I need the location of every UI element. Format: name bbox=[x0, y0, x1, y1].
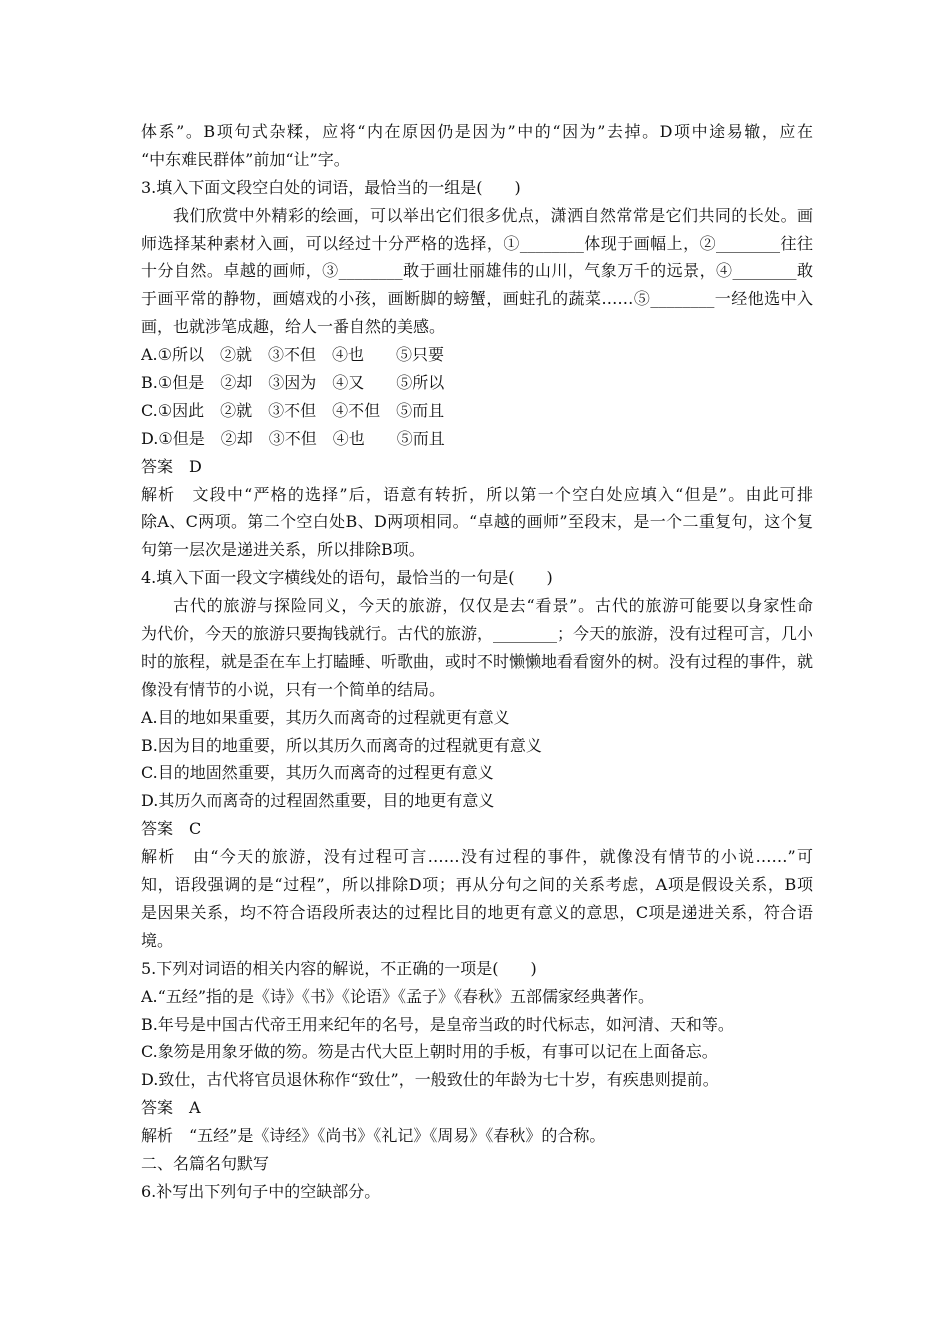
passage-line: 古代的旅游与探险同义，今天的旅游，仅仅是去“看景”。古代的旅游可能要以身家性命 bbox=[173, 596, 813, 616]
option-b: B.因为目的地重要，所以其历久而离奇的过程就更有意义 bbox=[141, 735, 542, 755]
option-d: D.其历久而离奇的过程固然重要，目的地更有意义 bbox=[141, 791, 495, 811]
option-c: C.①因此 ②就 ③不但 ④不但 ⑤而且 bbox=[141, 400, 445, 420]
analysis-line: 解析 由“今天的旅游，没有过程可言……没有过程的事件，就像没有情节的小说……”可 bbox=[141, 847, 813, 867]
question-5-stem: 5.下列对词语的相关内容的解说，不正确的一项是( ) bbox=[141, 958, 537, 978]
question-3-stem: 3.填入下面文段空白处的词语，最恰当的一组是( ) bbox=[141, 177, 521, 197]
text-line: 体系”。B项句式杂糅，应将“内在原因仍是因为”中的“因为”去掉。D项中途易辙，应在 bbox=[141, 122, 813, 141]
analysis-line: 解析 “五经”是《诗经》《尚书》《礼记》《周易》《春秋》的合称。 bbox=[141, 1126, 606, 1146]
answer-line: 答案 D bbox=[141, 456, 202, 476]
answer-line: 答案 A bbox=[141, 1098, 201, 1118]
section-heading: 二、名篇名句默写 bbox=[141, 1153, 270, 1173]
passage-line: 时的旅程，就是歪在车上打瞌睡、听歌曲，或时不时懒懒地看看窗外的树。没有过程的事件，就 bbox=[141, 651, 813, 671]
option-c: C.象笏是用象牙做的笏。笏是古代大臣上朝时用的手板，有事可以记在上面备忘。 bbox=[141, 1042, 718, 1062]
analysis-line: 除A、C两项。第二个空白处B、D两项相同。“卓越的画师”至段末，是一个二重复句，这个复 bbox=[141, 512, 813, 532]
passage-line: 十分自然。卓越的画师，③________敢于画壮丽雄伟的山川，气象万千的远景，④________敢 bbox=[141, 261, 813, 281]
option-d: D.①但是 ②却 ③不但 ④也 ⑤而且 bbox=[141, 428, 445, 448]
passage-line: 为代价，今天的旅游只要掏钱就行。古代的旅游，________；今天的旅游，没有过程可言，几小 bbox=[141, 624, 813, 644]
option-b: B.年号是中国古代帝王用来纪年的名号，是皇帝当政的时代标志，如河清、天和等。 bbox=[141, 1014, 734, 1034]
option-a: A.目的地如果重要，其历久而离奇的过程就更有意义 bbox=[141, 707, 510, 727]
option-b: B.①但是 ②却 ③因为 ④又 ⑤所以 bbox=[141, 373, 445, 393]
analysis-line: 境。 bbox=[141, 930, 174, 950]
analysis-line: 句第一层次是递进关系，所以排除B项。 bbox=[141, 540, 425, 560]
passage-line: 画，也就涉笔成趣，给人一番自然的美感。 bbox=[141, 317, 446, 337]
option-d: D.致仕，古代将官员退休称作“致仕”，一般致仕的年龄为七十岁，有疾患则提前。 bbox=[141, 1070, 719, 1090]
answer-line: 答案 C bbox=[141, 819, 202, 839]
passage-line: 我们欣赏中外精彩的绘画，可以举出它们很多优点，潇洒自然常常是它们共同的长处。画 bbox=[173, 205, 813, 225]
question-6-stem: 6.补写出下列句子中的空缺部分。 bbox=[141, 1181, 381, 1201]
passage-line: 于画平常的静物，画嬉戏的小孩，画断脚的螃蟹，画蛀孔的蔬菜……⑤________一经他选中入 bbox=[141, 289, 813, 309]
option-a: A.①所以 ②就 ③不但 ④也 ⑤只要 bbox=[141, 345, 444, 365]
document-page bbox=[141, 118, 813, 1206]
option-a: A.“五经”指的是《诗》《书》《论语》《孟子》《春秋》五部儒家经典著作。 bbox=[141, 986, 655, 1006]
analysis-line: 是因果关系，均不符合语段所表达的过程比目的地更有意义的意思，C项是递进关系，符合语 bbox=[141, 902, 813, 922]
question-4-stem: 4.填入下面一段文字横线处的语句，最恰当的一句是( ) bbox=[141, 568, 553, 588]
passage-line: 师选择某种素材入画，可以经过十分严格的选择，①________体现于画幅上，②________往往 bbox=[141, 233, 813, 253]
passage-line: 像没有情节的小说，只有一个简单的结局。 bbox=[141, 679, 446, 699]
text-line: “中东难民群体”前加“让”字。 bbox=[141, 149, 350, 169]
option-c: C.目的地固然重要，其历久而离奇的过程更有意义 bbox=[141, 763, 494, 783]
analysis-line: 知，语段强调的是“过程”，所以排除D项；再从分句之间的关系考虑，A项是假设关系，B项 bbox=[141, 875, 813, 895]
analysis-line: 解析 文段中“严格的选择”后，语意有转折，所以第一个空白处应填入“但是”。由此可排 bbox=[141, 484, 813, 504]
